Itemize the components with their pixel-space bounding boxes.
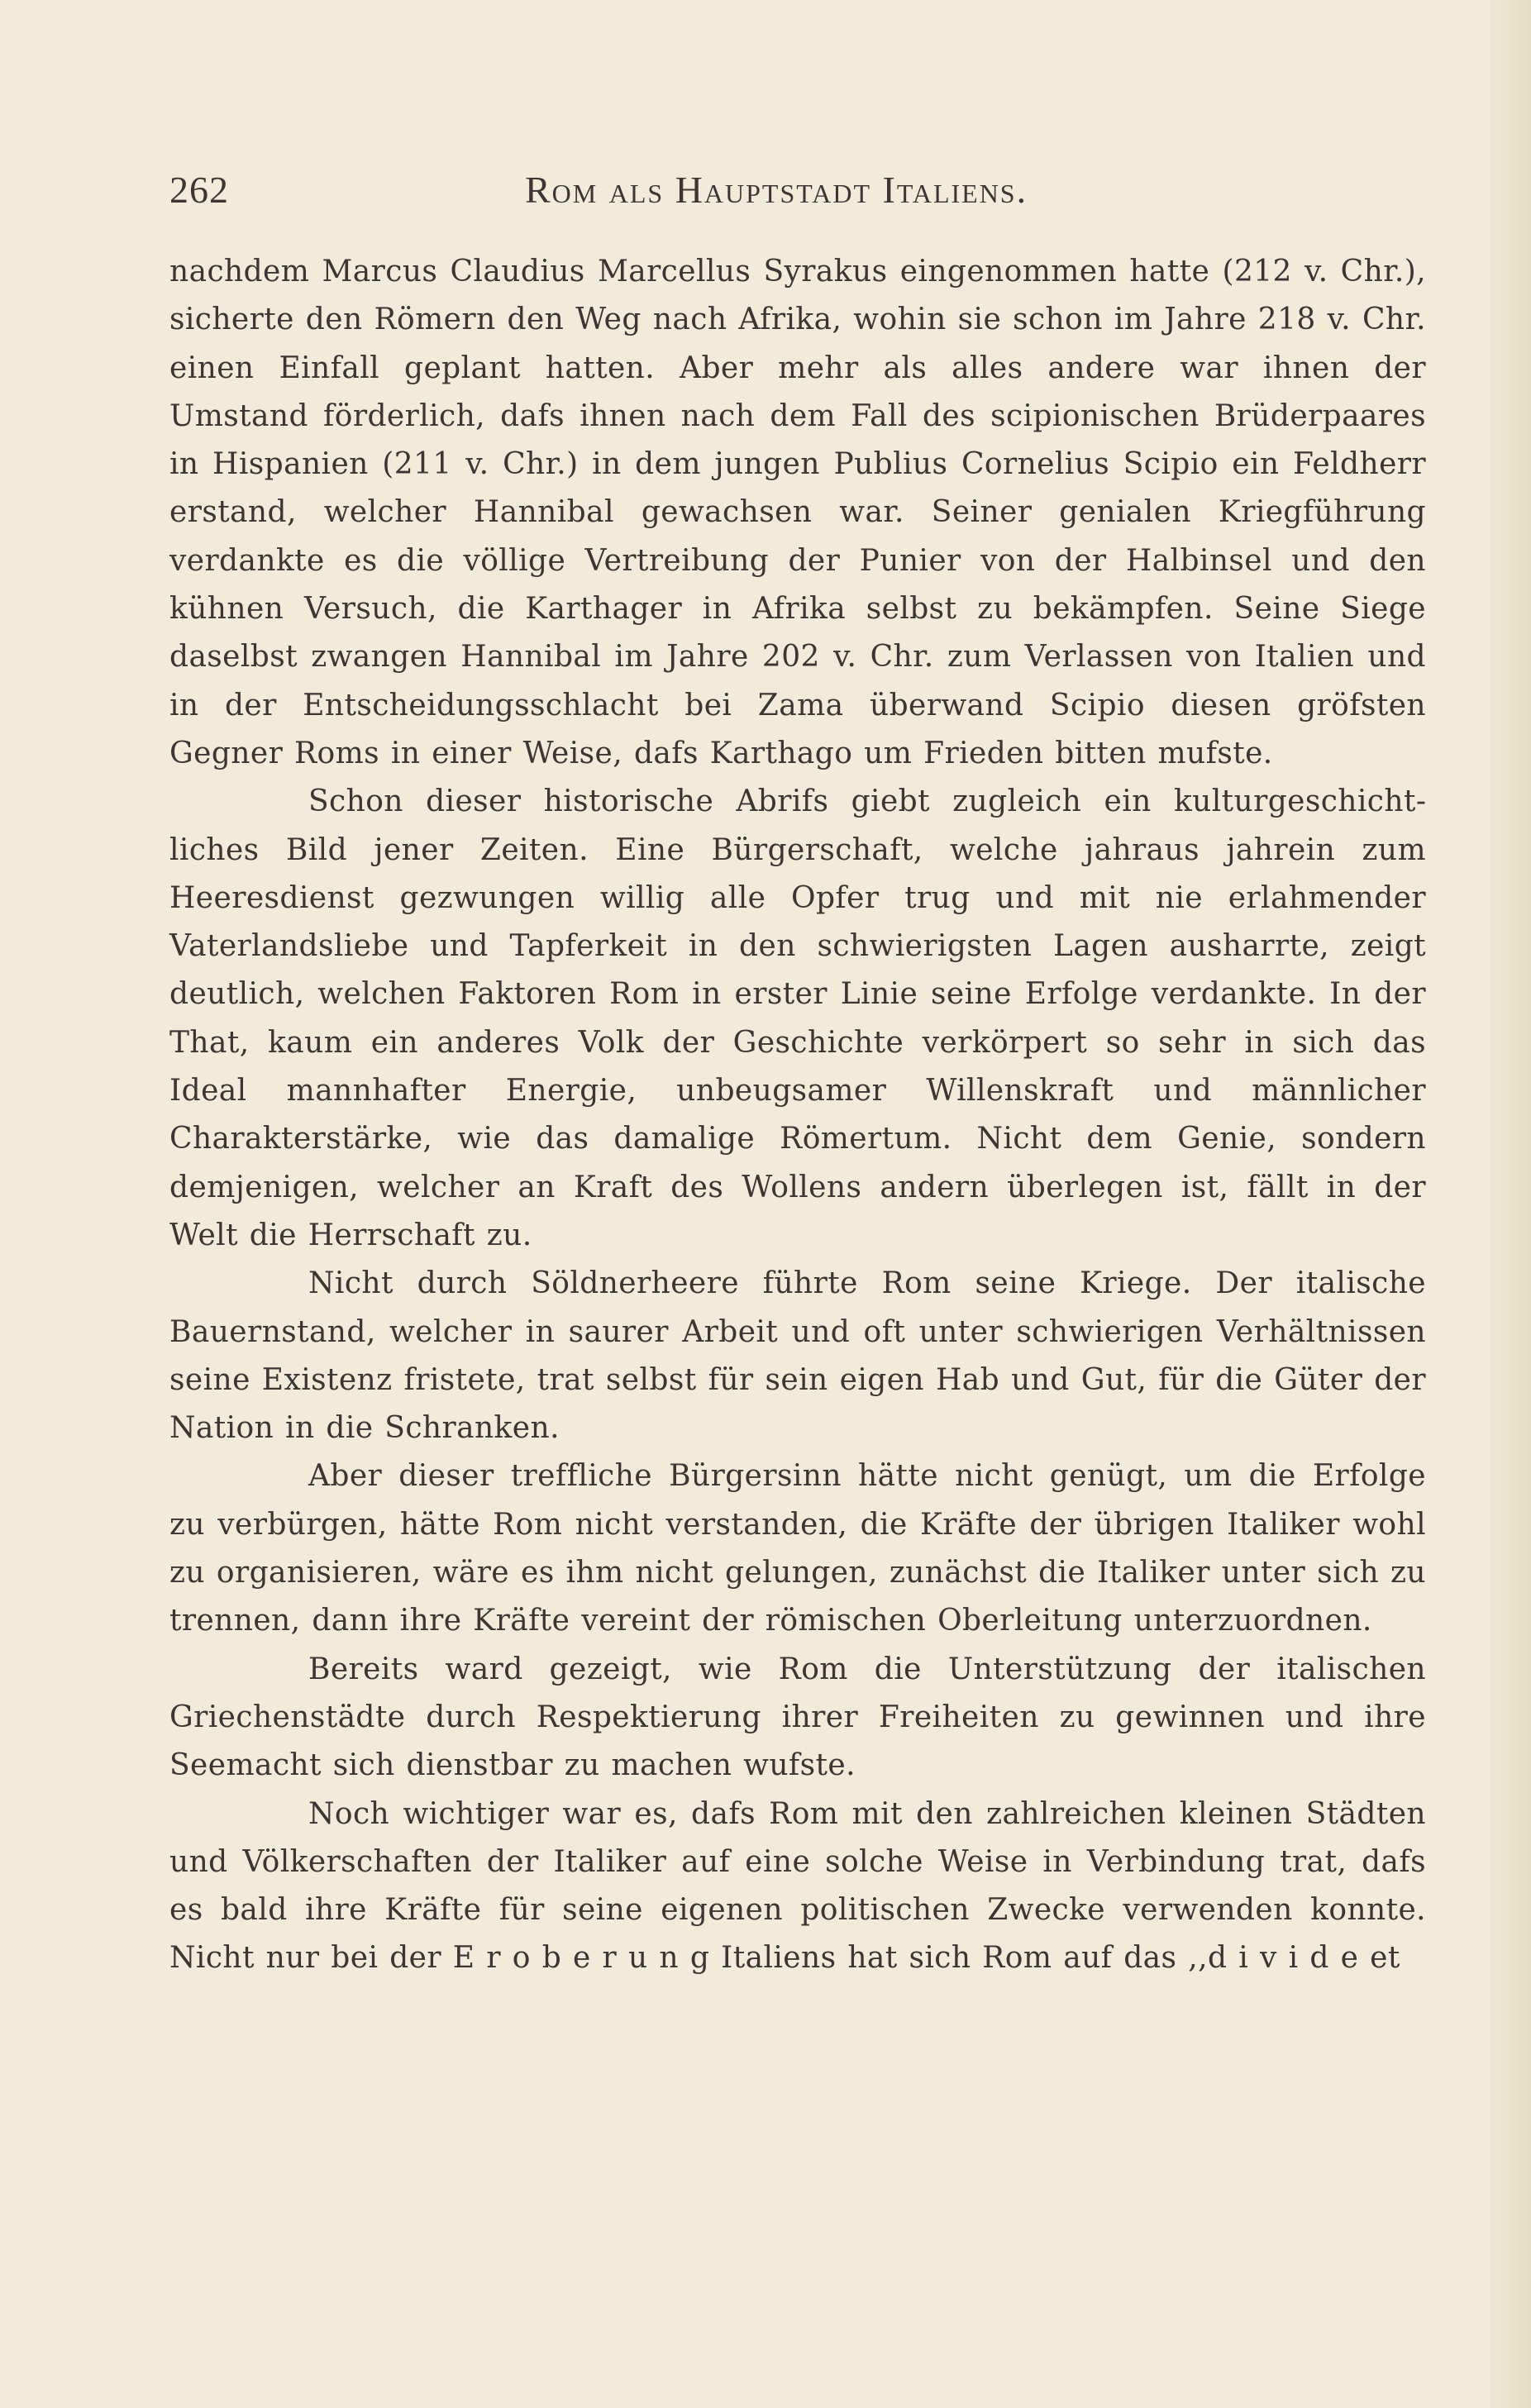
paragraph-6: Noch wichtiger war es, dafs Rom mit den zahlreichen kleinen Städten und Völkerschaften der Italiker auf eine solche Weise in Verbindung trat, dafs es bald ihre Kräfte für seine eigenen politischen Zwecke verwenden konnte. Nicht nur bei der E r o b e r u n g Italiens hat sich Rom auf das ,,d i v i d e et	[169, 1796, 1426, 1976]
page-edge	[1490, 0, 1531, 2408]
paragraph-1: nachdem Marcus Claudius Marcellus Syrakus eingenommen hatte (212 v. Chr.), sicherte den Römern den Weg nach Afrika, wohin sie schon im Jahre 218 v. Chr. einen Einfall geplant hatten. Aber mehr als alles andere war ihnen der Umstand förderlich, dafs ihnen nach dem Fall des scipionischen Brüderpaares in Hispanien (211 v. Chr.) in dem jungen Publius Cornelius Scipio ein Feldherr erstand, welcher Hannibal gewachsen war. Seiner genialen Kriegführung verdankte es die völlige Vertreibung der Punier von der Halbinsel und den kühnen Versuch, die Karthager in Afrika selbst zu bekämpfen. Seine Siege daselbst zwangen Hannibal im Jahre 202 v. Chr. zum Verlassen von Italien und in der Entscheidungsschlacht bei Zama überwand Scipio diesen gröfsten Gegner Roms in einer Weise, dafs Karthago um Frieden bitten mufste.	[169, 255, 1426, 770]
paragraph-2: Schon dieser historische Abrifs giebt zugleich ein kulturgeschichtliches Bild jener Zeiten. Eine Bürgerschaft, welche jahraus jahrein zum Heeresdienst gezwungen willig alle Opfer trug und mit nie erlahmender Vaterlandsliebe und Tapferkeit in den schwierigsten Lagen ausharrte, zeigt deutlich, welchen Faktoren Rom in erster Linie seine Erfolge verdankte. In der That, kaum ein anderes Volk der Geschichte verkörpert so sehr in sich das Ideal mannhafter Energie, unbeugsamer Willenskraft und männlicher Charakterstärke, wie das damalige Römertum. Nicht dem Genie, sondern demjenigen, welcher an Kraft des Wollens andern überlegen ist, fällt in der Welt die Herrschaft zu.	[169, 784, 1426, 1252]
page-header	[169, 168, 1426, 217]
paragraph-4: Aber dieser treffliche Bürgersinn hätte nicht genügt, um die Erfolge zu verbürgen, hätte Rom nicht verstanden, die Kräfte der übrigen Italiker wohl zu organisieren, wäre es ihm nicht gelungen, zunächst die Italiker unter sich zu trennen, dann ihre Kräfte vereint der römischen Oberleitung unterzuordnen.	[169, 1459, 1426, 1638]
page-number: 262	[169, 169, 229, 211]
body-text	[169, 248, 1426, 1983]
running-title: Rom als Hauptstadt Italiens.	[525, 169, 1028, 211]
paragraph-3: Nicht durch Söldnerheere führte Rom seine Kriege. Der italische Bauernstand, welcher in saurer Arbeit und oft unter schwierigen Verhältnissen seine Existenz fristete, trat selbst für sein eigen Hab und Gut, für die Güter der Nation in die Schranken.	[169, 1266, 1426, 1446]
paragraph-5: Bereits ward gezeigt, wie Rom die Unterstützung der italischen Griechenstädte durch Respektierung ihrer Freiheiten zu gewinnen und ihre Seemacht sich dienstbar zu machen wufste.	[169, 1652, 1426, 1783]
